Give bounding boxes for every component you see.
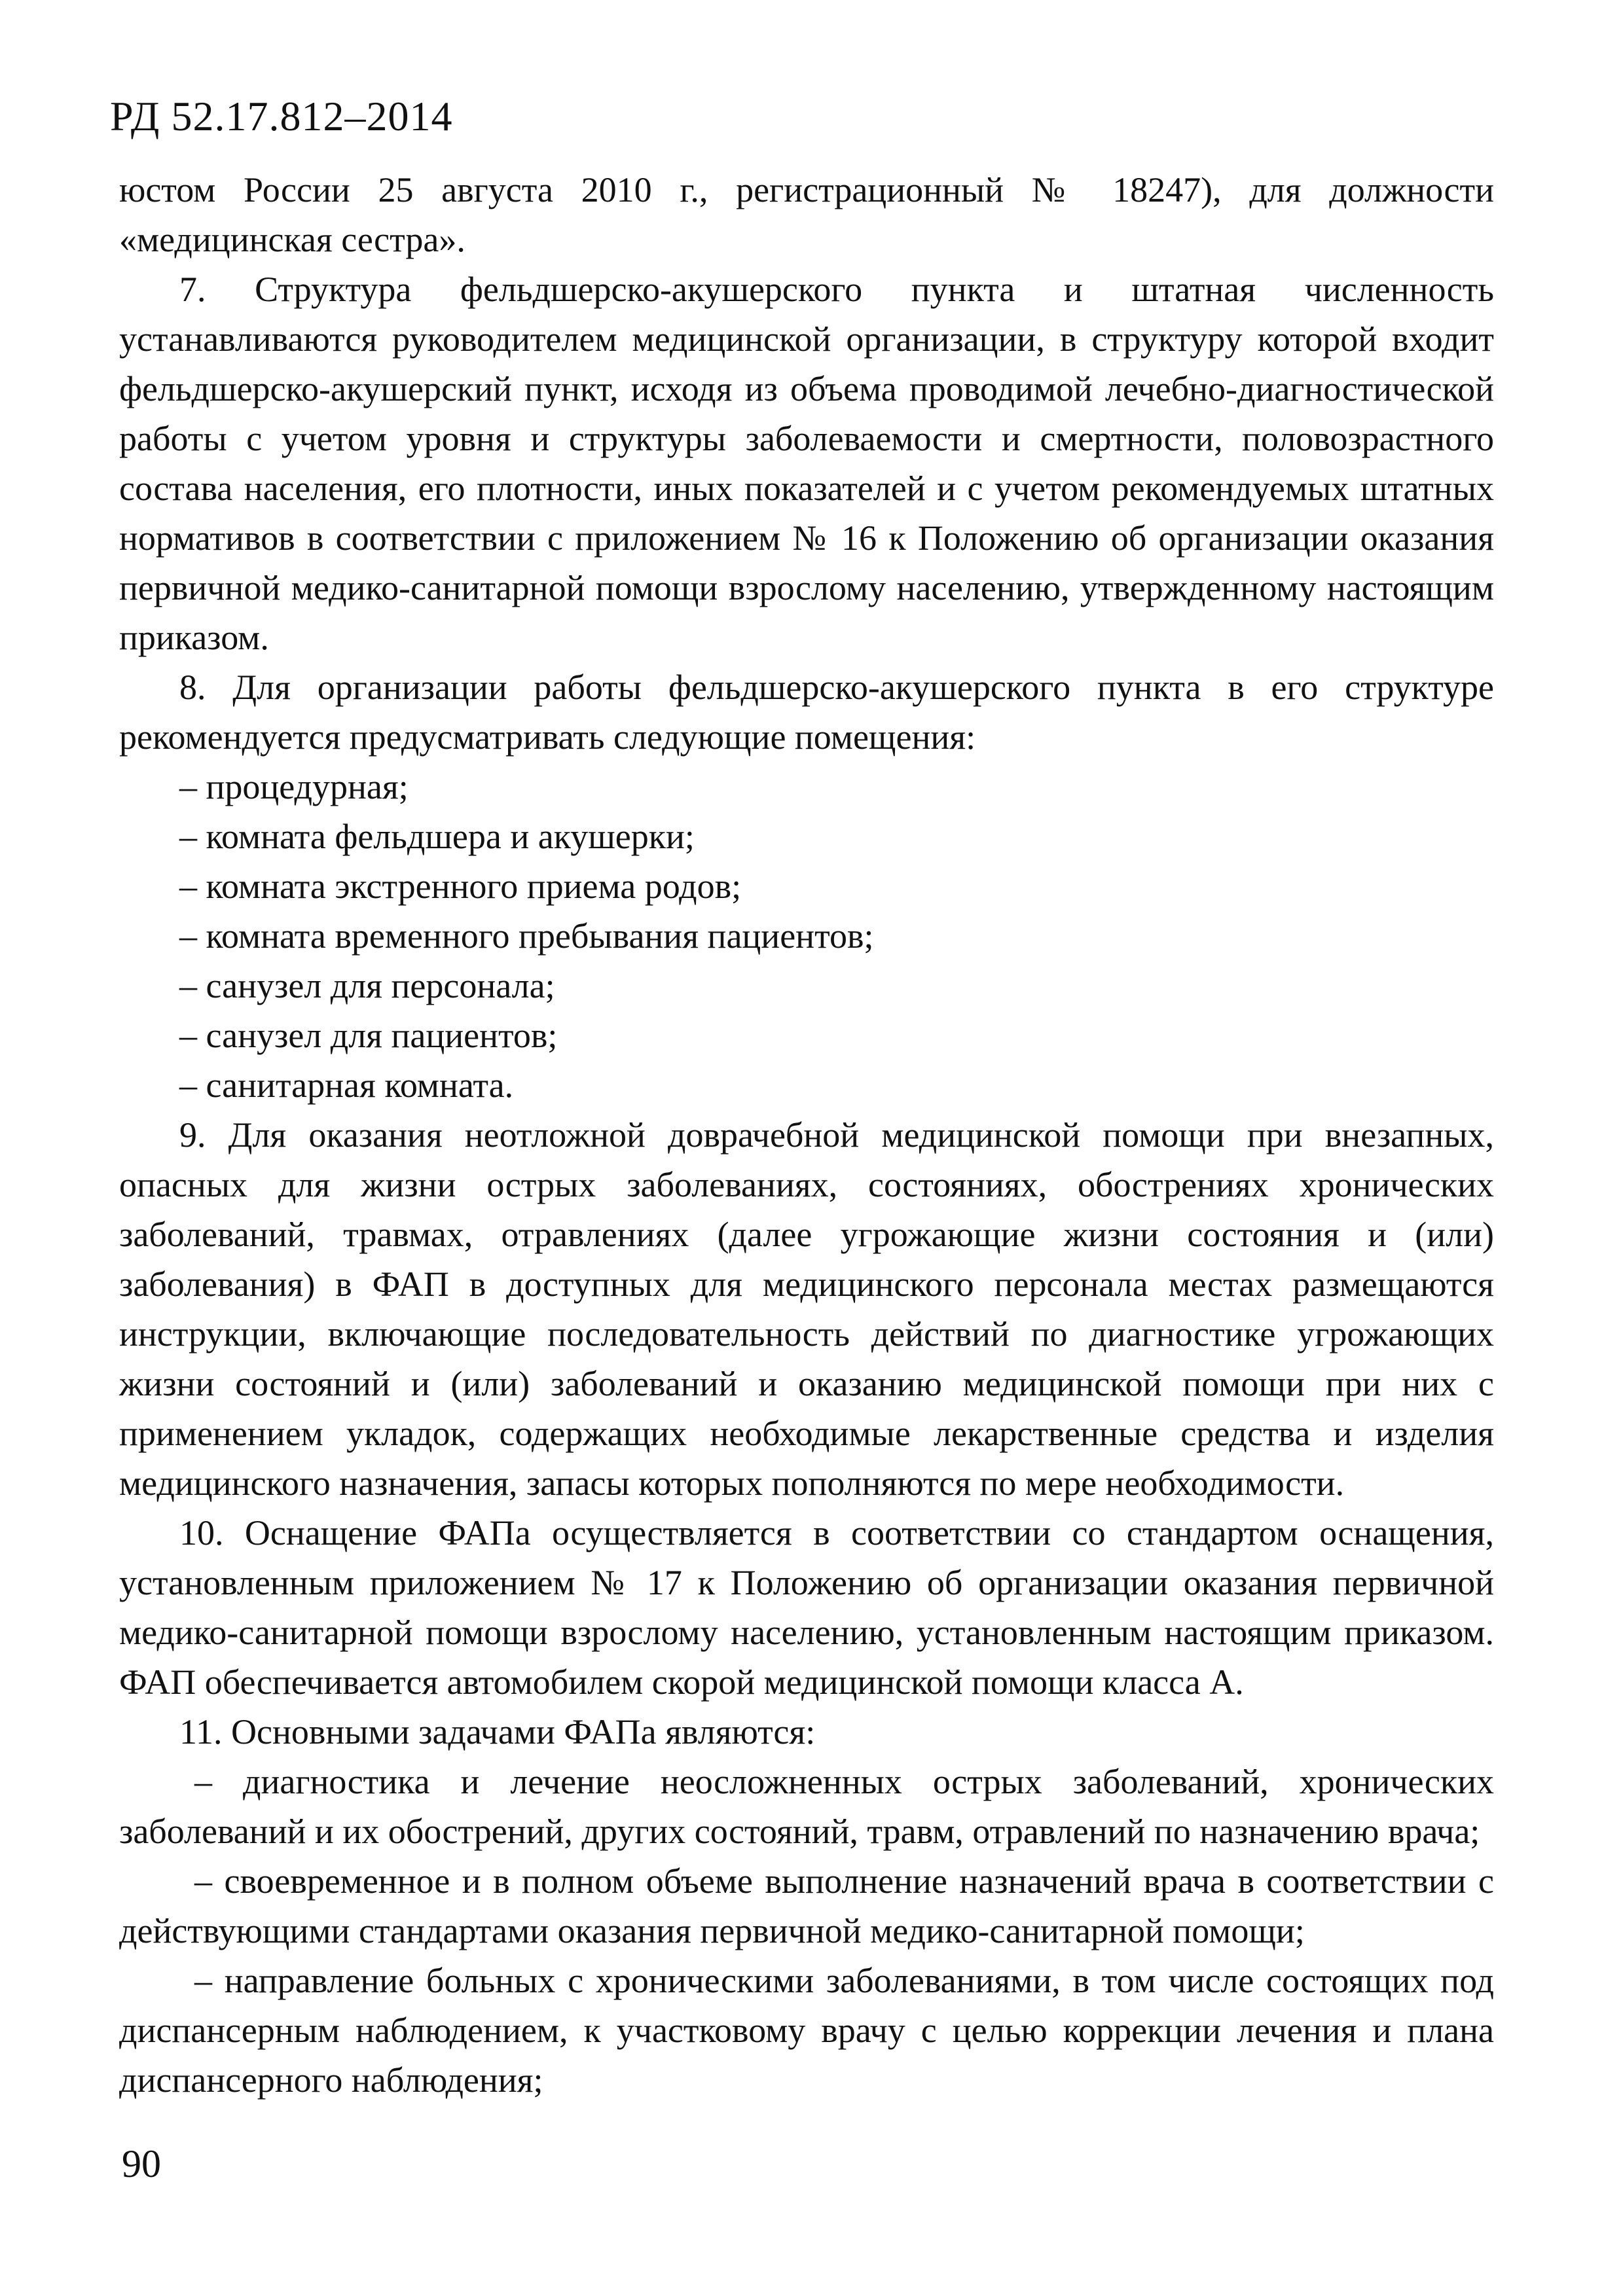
- room-list-item: – комната фельдшера и акушерки;: [179, 817, 695, 856]
- task-list-item: – диагностика и лечение неосложненных острых заболеваний, хронических заболеваний и их обострений, других состояний, травм, отравлений по назначению врача;: [119, 1762, 1494, 1851]
- paragraph-item-7: 7. Структура фельдшерско-акушерского пункта и штатная численность устанавливаются руководителем медицинской организации, в структуру которой входит фельдшерско-акушерский пункт, исходя из объема проводимой лечебно-диагностической работы с учетом уровня и структуры заболеваемости и смертности, половозрастного состава населения, его плотности, иных показателей и с учетом рекомендуемых штатных нормативов в соответствии с приложением № 16 к Положению об организации оказания первичной медико-санитарной помощи взрослому населению, утвержденному настоящим приказом.: [119, 270, 1494, 657]
- room-list-item: – комната экстренного приема родов;: [179, 867, 742, 906]
- paragraph-item-8: 8. Для организации работы фельдшерско-акушерского пункта в его структуре рекомендуется предусматривать следующие помещения:: [119, 668, 1494, 757]
- room-list-item: – процедурная;: [179, 767, 409, 806]
- room-list-item: – санитарная комната.: [179, 1066, 514, 1105]
- document-body: [119, 165, 1494, 2105]
- task-list-item: – своевременное и в полном объеме выполнение назначений врача в соответствии с действующими стандартами оказания первичной медико-санитарной помощи;: [119, 1861, 1494, 1950]
- document-code-header: РД 52.17.812–2014: [110, 93, 453, 139]
- room-list-item: – санузел для персонала;: [179, 966, 555, 1005]
- paragraph-item-10: 10. Оснащение ФАПа осуществляется в соответствии со стандартом оснащения, установленным приложением № 17 к Положению об организации оказания первичной медико-санитарной помощи взрослому населению, установленным настоящим приказом. ФАП обеспечивается автомобилем скорой медицинской помощи класса А.: [119, 1513, 1494, 1702]
- room-list-item: – санузел для пациентов;: [179, 1016, 558, 1055]
- paragraph-item-11: 11. Основными задачами ФАПа являются:: [179, 1712, 816, 1751]
- paragraph-item-9: 9. Для оказания неотложной доврачебной медицинской помощи при внезапных, опасных для жизни острых заболеваниях, состояниях, обострениях хронических заболеваний, травмах, отравлениях (далее угрожающие жизни состояния и (или) заболевания) в ФАП в доступных для медицинского персонала местах размещаются инструкции, включающие последовательность действий по диагностике угрожающих жизни состояний и (или) заболеваний и оказанию медицинской помощи при них с применением укладок, содержащих необходимые лекарственные средства и изделия медицинского назначения, запасы которых пополняются по мере необходимости.: [119, 1115, 1494, 1503]
- room-list-item: – комната временного пребывания пациентов;: [179, 916, 874, 956]
- task-list-item: – направление больных с хроническими заболеваниями, в том числе состоящих под диспансерным наблюдением, к участковому врачу с целью коррекции лечения и плана диспансерного наблюдения;: [119, 1961, 1494, 2100]
- page-number: 90: [122, 2142, 161, 2185]
- paragraph-continuation: юстом России 25 августа 2010 г., регистрационный № 18247), для должности «медицинская сестра».: [119, 170, 1494, 259]
